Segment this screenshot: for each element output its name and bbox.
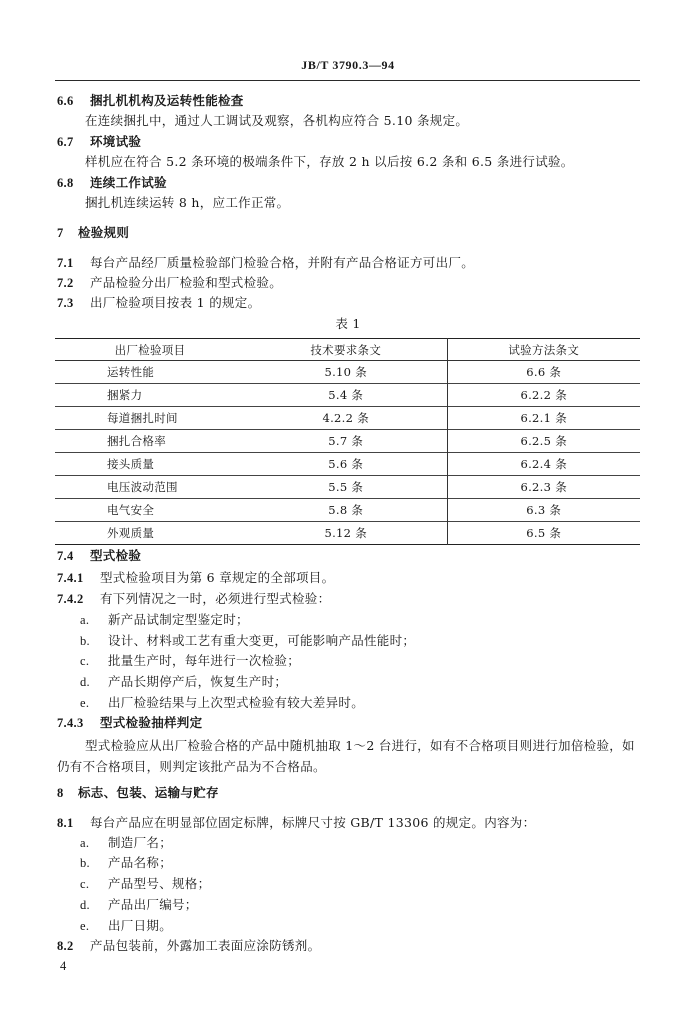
list-item-label: c. (80, 654, 90, 668)
list-item (80, 876, 656, 892)
table-header-row (55, 339, 640, 361)
chapter-title: 检验规则 (78, 225, 130, 240)
list-item-label: c. (80, 877, 90, 891)
list-item (80, 835, 656, 851)
header-rule (55, 80, 640, 81)
list-item-label: a. (80, 836, 90, 850)
clause-7-4-3-heading (57, 715, 656, 731)
cell-method: 6.2.5 条 (520, 434, 568, 448)
clause-number: 8.1 (57, 816, 74, 830)
clause-title: 环境试验 (90, 134, 142, 149)
document-code: JB/T 3790.3—94 (301, 58, 395, 72)
cell-item: 外观质量 (107, 526, 155, 540)
clause-title: 型式检验抽样判定 (100, 715, 203, 730)
clause-number: 6.6 (57, 94, 74, 108)
cell-method: 6.2.2 条 (520, 388, 568, 402)
cell-item: 电气安全 (107, 503, 155, 517)
chapter-7-heading (57, 225, 656, 241)
cell-method: 6.6 条 (526, 365, 562, 379)
list-item (80, 674, 656, 690)
list-item-text: 新产品试制定型鉴定时； (108, 612, 249, 627)
clause-text: 样机应在符合 5.2 条环境的极端条件下，存放 2 h 以后按 6.2 条和 6.5 条进行试验。 (85, 154, 574, 169)
table-row (55, 407, 640, 430)
list-item-label: d. (80, 675, 90, 689)
clause-title: 连续工作试验 (90, 175, 167, 190)
clause-7-4-1 (57, 570, 656, 586)
list-item-text: 产品名称； (108, 855, 173, 870)
column-header-method: 试验方法条文 (508, 342, 580, 357)
clause-7-4-heading (57, 548, 656, 564)
cell-item: 电压波动范围 (107, 480, 178, 494)
clause-number: 7.4.3 (57, 716, 84, 730)
clause-text: 出厂检验项目按表 1 的规定。 (90, 295, 261, 310)
clause-text: 捆扎机连续运转 8 h，应工作正常。 (85, 195, 290, 210)
clause-number: 6.7 (57, 135, 74, 149)
list-item-text: 出厂检验结果与上次型式检验有较大差异时。 (108, 695, 365, 710)
list-item (80, 695, 656, 711)
table-row (55, 453, 640, 476)
list-item-text: 出厂日期。 (108, 918, 173, 933)
table-row (55, 361, 640, 384)
clause-title: 捆扎机机构及运转性能检查 (90, 93, 244, 108)
column-header-requirement: 技术要求条文 (245, 339, 447, 361)
list-item-text: 产品长期停产后，恢复生产时； (108, 674, 288, 689)
clause-number: 7.4.2 (57, 592, 84, 606)
list-item (80, 612, 656, 628)
cell-item: 接头质量 (107, 457, 155, 471)
list-item (80, 633, 656, 649)
chapter-number: 8 (57, 786, 64, 800)
table-1 (55, 338, 640, 545)
list-item-label: b. (80, 634, 90, 648)
cell-requirement: 5.5 条 (245, 476, 447, 499)
list-item-text: 产品型号、规格； (108, 876, 211, 891)
clause-text: 有下列情况之一时，必须进行型式检验： (100, 591, 331, 606)
table-row (55, 476, 640, 499)
cell-requirement: 5.12 条 (245, 522, 447, 545)
list-item-label: d. (80, 898, 90, 912)
clause-number: 7.3 (57, 296, 74, 310)
list-item-text: 产品出厂编号； (108, 897, 198, 912)
clause-7-4-2 (57, 591, 656, 607)
clause-number: 7.4 (57, 549, 74, 563)
clause-paragraph: 型式检验应从出厂检验合格的产品中随机抽取 1～2 台进行，如有不合格项目则进行加倍检验，如仍有不合格项目，则判定该批产品为不合格品。 (57, 738, 635, 774)
cell-method: 6.5 条 (526, 526, 562, 540)
clause-number: 7.1 (57, 256, 74, 270)
table-caption: 表 1 (335, 316, 361, 331)
table-row (55, 384, 640, 407)
table-row (55, 499, 640, 522)
cell-requirement: 5.6 条 (245, 453, 447, 476)
list-item-label: a. (80, 613, 90, 627)
clause-8-2 (57, 938, 656, 954)
cell-method: 6.2.4 条 (520, 457, 568, 471)
list-item-label: e. (80, 919, 90, 933)
cell-requirement: 5.8 条 (245, 499, 447, 522)
cell-item: 每道捆扎时间 (107, 411, 178, 425)
clause-text: 型式检验项目为第 6 章规定的全部项目。 (100, 570, 335, 585)
cell-requirement: 4.2.2 条 (245, 407, 447, 430)
chapter-title: 标志、包装、运输与贮存 (78, 785, 219, 800)
page-number: 4 (60, 959, 67, 973)
cell-requirement: 5.4 条 (245, 384, 447, 407)
clause-text: 在连续捆扎中，通过人工调试及观察，各机构应符合 5.10 条规定。 (85, 113, 469, 128)
list-item (80, 918, 656, 934)
list-item-label: b. (80, 856, 90, 870)
clause-6-6-heading (57, 93, 656, 109)
cell-method: 6.2.1 条 (520, 411, 568, 425)
list-item-text: 制造厂名； (108, 835, 173, 850)
list-item (80, 855, 656, 871)
list-item (80, 897, 656, 913)
clause-6-7-heading (57, 134, 656, 150)
column-header-item: 出厂检验项目 (114, 342, 186, 357)
clause-6-8-heading (57, 175, 656, 191)
table-row (55, 430, 640, 453)
cell-method: 6.2.3 条 (520, 480, 568, 494)
table-row (55, 522, 640, 545)
clause-title: 型式检验 (90, 548, 142, 563)
list-item-label: e. (80, 696, 90, 710)
clause-7-1 (57, 255, 656, 271)
clause-number: 6.8 (57, 176, 74, 190)
chapter-8-heading (57, 785, 656, 801)
cell-item: 捆扎合格率 (107, 434, 166, 448)
clause-number: 8.2 (57, 939, 74, 953)
list-item-text: 批量生产时，每年进行一次检验； (108, 653, 301, 668)
clause-text: 每台产品应在明显部位固定标牌，标牌尺寸按 GB/T 13306 的规定。内容为： (90, 815, 536, 830)
cell-item: 捆紧力 (107, 388, 143, 402)
chapter-number: 7 (57, 226, 64, 240)
clause-7-3 (57, 295, 656, 311)
clause-text: 每台产品经厂质量检验部门检验合格，并附有产品合格证方可出厂。 (90, 255, 475, 270)
clause-7-2 (57, 275, 656, 291)
clause-text: 产品包装前，外露加工表面应涂防锈剂。 (90, 938, 321, 953)
cell-item: 运转性能 (107, 365, 155, 379)
clause-number: 7.2 (57, 276, 74, 290)
list-item-text: 设计、材料或工艺有重大变更，可能影响产品性能时； (108, 633, 416, 648)
cell-requirement: 5.7 条 (245, 430, 447, 453)
clause-text: 产品检验分出厂检验和型式检验。 (90, 275, 283, 290)
list-item (80, 653, 656, 669)
cell-method: 6.3 条 (526, 503, 562, 517)
cell-requirement: 5.10 条 (245, 361, 447, 384)
clause-8-1 (57, 815, 656, 831)
clause-number: 7.4.1 (57, 571, 84, 585)
